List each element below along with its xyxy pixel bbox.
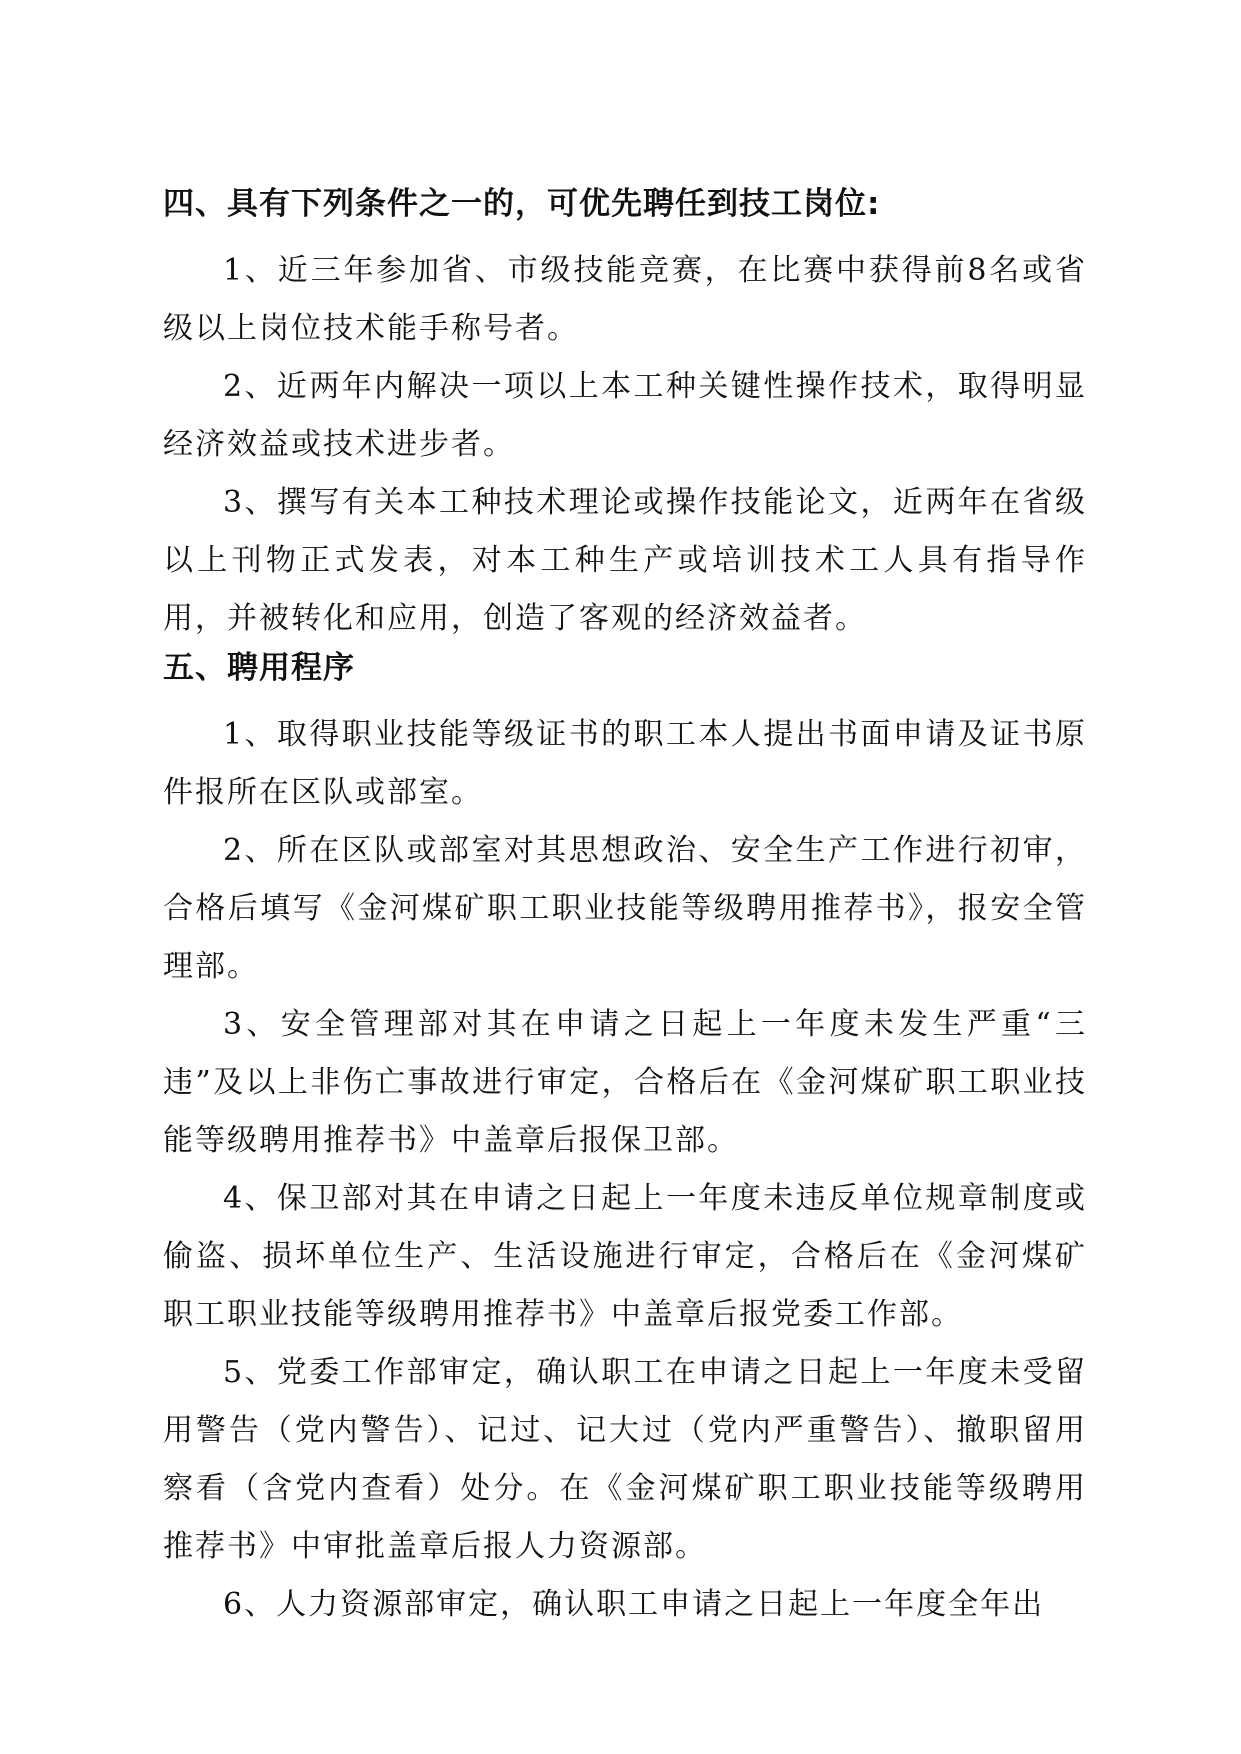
section-heading-4: 四、具有下列条件之一的，可优先聘任到技工岗位: bbox=[163, 186, 881, 222]
list-item: 5、党委工作部审定，确认职工在申请之日起上一年度未受留用警告（党内警告）、记过、记大过（党内严重警告）、撤职留用察看（含党内查看）处分。在《金河煤矿职工职业技能等级聘用推荐书》中审批盖章后报人力资源部。 bbox=[163, 1355, 1087, 1564]
list-item: 1、取得职业技能等级证书的职工本人提出书面申请及证书原件报所在区队或部室。 bbox=[163, 717, 1087, 810]
list-item: 3、安全管理部对其在申请之日起上一年度未发生严重“三违”及以上非伤亡事故进行审定，合格后在《金河煤矿职工职业技能等级聘用推荐书》中盖章后报保卫部。 bbox=[163, 1007, 1087, 1158]
section-heading-5: 五、聘用程序 bbox=[163, 650, 355, 686]
document-page bbox=[163, 184, 1087, 1634]
list-item: 1、近三年参加省、市级技能竞赛，在比赛中获得前8名或省级以上岗位技术能手称号者。 bbox=[163, 253, 1087, 346]
list-item: 4、保卫部对其在申请之日起上一年度未违反单位规章制度或偷盗、损坏单位生产、生活设施进行审定，合格后在《金河煤矿职工职业技能等级聘用推荐书》中盖章后报党委工作部。 bbox=[163, 1181, 1087, 1332]
list-item: 2、所在区队或部室对其思想政治、安全生产工作进行初审，合格后填写《金河煤矿职工职业技能等级聘用推荐书》，报安全管理部。 bbox=[163, 833, 1087, 984]
list-item: 2、近两年内解决一项以上本工种关键性操作技术，取得明显经济效益或技术进步者。 bbox=[163, 369, 1087, 462]
list-item: 3、撰写有关本工种技术理论或操作技能论文，近两年在省级以上刊物正式发表，对本工种生产或培训技术工人具有指导作用，并被转化和应用，创造了客观的经济效益者。 bbox=[163, 485, 1087, 636]
list-item: 6、人力资源部审定，确认职工申请之日起上一年度全年出 bbox=[223, 1587, 1045, 1622]
